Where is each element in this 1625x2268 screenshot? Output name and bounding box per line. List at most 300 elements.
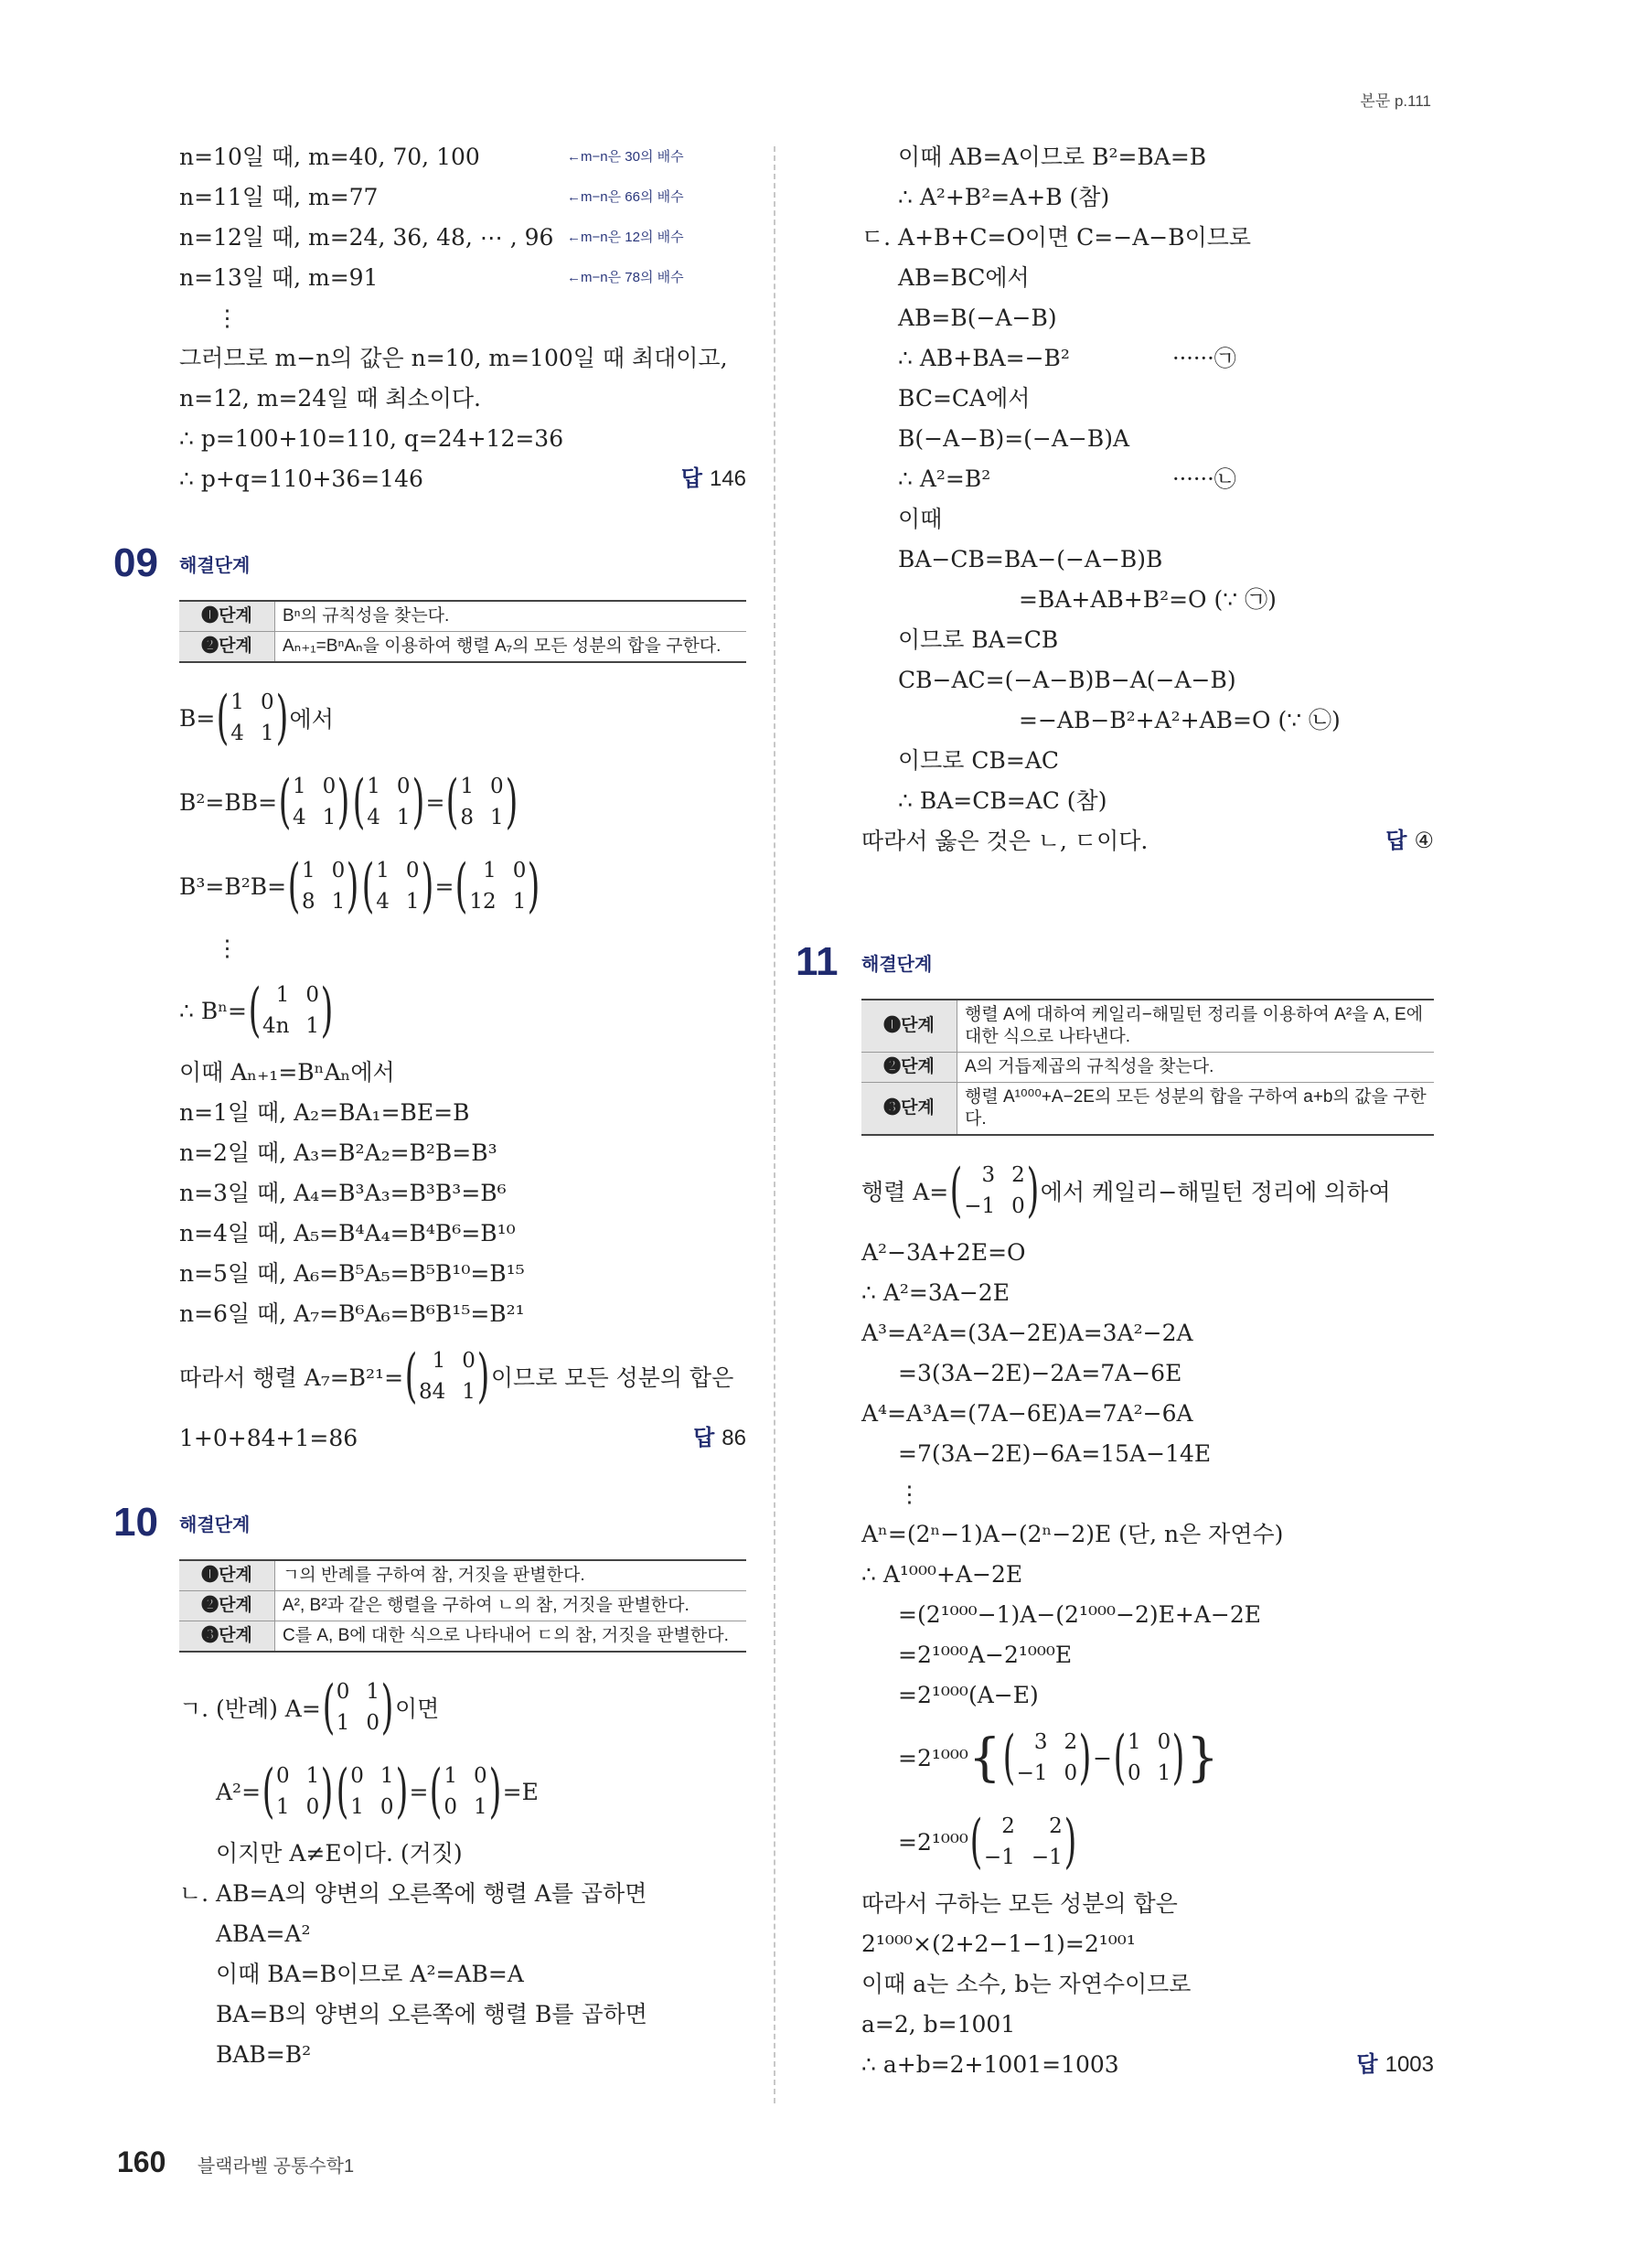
text-line	[861, 2045, 1434, 2085]
left-column	[113, 137, 746, 2075]
matrix-entry: 1	[293, 775, 306, 798]
matrix	[321, 1674, 395, 1741]
math-text: =	[409, 1778, 429, 1805]
paren-right: )	[337, 768, 350, 836]
text-line-content: ⋮	[898, 1481, 921, 1507]
text-line-content: 이때 BA=B이므로 A²=AB=A	[216, 1961, 524, 1987]
paren-right: )	[320, 977, 334, 1044]
text-line	[179, 1294, 746, 1334]
matrix-cells	[964, 1160, 1025, 1222]
text-line-content: ㄴ. AB=A의 양변의 오른쪽에 행렬 A를 곱하면	[179, 1880, 647, 1907]
step-text: Bⁿ의 규칙성을 찾는다.	[275, 601, 747, 632]
matrix-cells	[302, 855, 345, 917]
matrix-entry: 1	[483, 859, 497, 883]
text-line	[861, 218, 1434, 258]
matrix-entry: 1	[305, 1014, 320, 1038]
matrix-entry: 0	[512, 859, 527, 883]
text-line	[861, 1675, 1434, 1716]
answer	[1385, 821, 1434, 861]
text-line	[861, 177, 1434, 218]
matrix	[1001, 1724, 1093, 1792]
text-line	[179, 1995, 746, 2035]
text-line	[861, 338, 1434, 379]
matrix-cells	[276, 1760, 319, 1823]
matrix-entry: 1	[331, 890, 346, 914]
matrix-entry: 1	[275, 983, 290, 1007]
text-line	[861, 499, 1434, 540]
math-line	[179, 760, 746, 844]
matrix	[335, 1760, 409, 1823]
step-label: ❶단계	[861, 1000, 957, 1053]
paren-right: )	[395, 1758, 408, 1825]
text-line-content: n=2일 때, A₃=B²A₂=B²B=B³	[179, 1139, 497, 1166]
step-text: ㄱ의 반례를 구하여 참, 거짓을 판별한다.	[275, 1560, 747, 1591]
matrix-entry: 0	[490, 775, 504, 798]
text-line-content: ∴ A²=B²	[898, 465, 991, 492]
answer-label: 답	[1356, 2052, 1378, 2077]
math-line	[179, 1665, 746, 1749]
book-title: 블랙라벨 공통수학1	[197, 2156, 355, 2177]
matrix-entry: 0	[405, 859, 420, 883]
text-line	[861, 298, 1434, 338]
text-line-content: Aⁿ=(2ⁿ−1)A−(2ⁿ−2)E (단, n은 자연수)	[861, 1521, 1284, 1547]
text-line-content: =BA+AB+B²=O (∵ ㉠)	[1019, 586, 1277, 613]
math-text: B²=BB=	[179, 788, 278, 816]
text-line	[861, 580, 1434, 620]
paren-left: (	[216, 684, 230, 752]
matrix-entry: 0	[1064, 1761, 1078, 1785]
paren-right: )	[1078, 1724, 1092, 1792]
paren-right: )	[346, 852, 359, 920]
matrix-entry: 0	[474, 1764, 487, 1788]
matrix	[215, 684, 289, 752]
text-line	[861, 1394, 1434, 1434]
step-text: A의 거듭제곱의 규칙성을 찾는다.	[957, 1053, 1435, 1083]
matrix-entry: 1	[460, 775, 475, 798]
text-line-content: BAB=B²	[216, 2041, 312, 2068]
text-line	[861, 137, 1434, 177]
matrix-entry: 2	[1064, 1730, 1078, 1754]
text-line	[179, 1254, 746, 1294]
matrix-entry: 0	[260, 690, 274, 714]
matrix-cells	[469, 855, 526, 917]
matrix	[968, 1808, 1078, 1876]
matrix-entry: 4	[230, 722, 244, 745]
matrix-cells	[293, 771, 336, 833]
matrix-entry: 0	[462, 1349, 476, 1373]
text-line	[861, 1514, 1434, 1555]
matrix-entry: 0	[331, 859, 346, 883]
matrix-entry: 1	[336, 1711, 350, 1735]
brace-close: }	[1186, 1728, 1219, 1788]
matrix-entry: 1	[230, 690, 244, 714]
math-text: 에서 케일리−해밀턴 정리에 의하여	[1040, 1179, 1391, 1205]
matrix-entry: 1	[322, 806, 337, 829]
matrix-entry: 0	[444, 1795, 458, 1819]
text-line-content: =2¹⁰⁰⁰A−2¹⁰⁰⁰E	[898, 1642, 1073, 1668]
step-text: A², B²과 같은 행렬을 구하여 ㄴ의 참, 거짓을 판별한다.	[275, 1591, 747, 1621]
text-line-content: 이때 a는 소수, b는 자연수이므로	[861, 1971, 1192, 1997]
math-text: =	[434, 872, 454, 900]
math-line	[179, 968, 746, 1053]
steps-table	[179, 1559, 746, 1653]
math-line	[179, 844, 746, 928]
paren-left: (	[1002, 1724, 1015, 1792]
math-line	[861, 1716, 1434, 1800]
matrix-entry: 0	[336, 1680, 350, 1704]
text-line	[861, 1964, 1434, 2005]
problem-number: 11	[796, 939, 839, 984]
text-line	[861, 1434, 1434, 1474]
paren-left: (	[322, 1674, 336, 1741]
step-row	[179, 601, 746, 632]
paren-right: )	[1171, 1724, 1185, 1792]
paren-right: )	[421, 852, 433, 920]
text-line-content: n=3일 때, A₄=B³A₃=B³B³=B⁶	[179, 1180, 507, 1206]
matrix-entry: 1	[350, 1795, 364, 1819]
text-line-content: ABA=A²	[216, 1920, 311, 1947]
step-label: ❷단계	[861, 1053, 957, 1083]
column-divider	[774, 146, 775, 2103]
paren-left: (	[262, 1758, 275, 1825]
text-line-content: B(−A−B)=(−A−B)A	[898, 425, 1130, 452]
math-text: ∴ Bⁿ=	[179, 997, 247, 1024]
text-line-content: 이므로 BA=CB	[898, 626, 1059, 653]
paren-left: (	[336, 1758, 349, 1825]
matrix-entry: 0	[305, 1795, 320, 1819]
matrix-entry: 1	[462, 1380, 476, 1404]
text-line-content: =2¹⁰⁰⁰(A−E)	[898, 1682, 1039, 1708]
margin-note: ←m−n은 66의 배수	[567, 189, 684, 205]
answer	[681, 459, 746, 499]
text-line-content: A²−3A+2E=O	[861, 1239, 1026, 1266]
text-line-content: 따라서 옳은 것은 ㄴ, ㄷ이다.	[861, 828, 1149, 854]
text-line-content: =7(3A−2E)−6A=15A−14E	[898, 1440, 1212, 1467]
paren-left: (	[361, 852, 375, 920]
matrix-entry: 8	[302, 890, 315, 914]
matrix-cells	[1017, 1727, 1078, 1789]
math-line	[179, 1749, 746, 1834]
text-line	[179, 1173, 746, 1214]
step-row	[861, 1000, 1434, 1053]
matrix-entry: 4	[376, 890, 390, 914]
paren-right: )	[476, 1343, 490, 1410]
math-text: =E	[502, 1778, 539, 1805]
step-label: ❶단계	[179, 601, 275, 632]
text-line-content: a=2, b=1001	[861, 2011, 1016, 2038]
text-line-content: BA−CB=BA−(−A−B)B	[898, 546, 1163, 572]
text-line-content: 이므로 CB=AC	[898, 747, 1060, 774]
text-line	[861, 419, 1434, 459]
text-line-content: A³=A²A=(3A−2E)A=3A²−2A	[861, 1320, 1193, 1346]
matrix-entry: 3	[1033, 1730, 1048, 1754]
matrix-entry: 1	[276, 1795, 290, 1819]
answer-value: 86	[722, 1426, 746, 1450]
text-line	[861, 1273, 1434, 1313]
text-line	[861, 1233, 1434, 1273]
matrix	[1112, 1724, 1186, 1792]
paren-right: )	[1064, 1808, 1077, 1876]
problem-number: 09	[113, 540, 158, 585]
matrix-entry: 4	[293, 806, 306, 829]
paren-right: )	[505, 768, 519, 836]
text-line	[179, 137, 746, 177]
answer-label: 답	[1385, 829, 1407, 853]
paren-left: (	[455, 852, 468, 920]
matrix-entry: 4n	[262, 1014, 290, 1038]
matrix-entry: 0	[396, 775, 411, 798]
matrix-cells	[350, 1760, 393, 1823]
text-line	[179, 1133, 746, 1173]
paren-left: (	[287, 852, 301, 920]
matrix-entry: 0	[322, 775, 337, 798]
section-header	[113, 536, 746, 591]
step-label: ❷단계	[179, 1591, 275, 1621]
matrix	[351, 768, 425, 836]
text-line-content: ∴ p+q=110+36=146	[179, 465, 423, 492]
text-line	[861, 2005, 1434, 2045]
paren-right: )	[488, 1758, 502, 1825]
matrix-entry: 8	[460, 806, 475, 829]
paren-left: (	[430, 1758, 443, 1825]
paren-right: )	[412, 768, 424, 836]
step-row	[179, 632, 746, 663]
text-line	[861, 660, 1434, 701]
matrix-entry: 1	[1157, 1761, 1171, 1785]
text-line-content: ∴ a+b=2+1001=1003	[861, 2051, 1119, 2078]
matrix-entry: 0	[380, 1795, 394, 1819]
right-column	[796, 137, 1434, 2085]
page-reference: 본문 p.111	[1360, 92, 1431, 110]
math-line	[179, 676, 746, 760]
text-line	[179, 1418, 746, 1459]
text-line	[179, 1914, 746, 1954]
text-line	[861, 741, 1434, 781]
matrix-entry: −1	[1016, 1761, 1048, 1785]
text-line	[861, 1924, 1434, 1964]
equation-reference: ······㉠	[1172, 346, 1236, 371]
math-text: B³=B²B=	[179, 872, 287, 900]
answer-value: 1003	[1384, 2052, 1434, 2077]
text-line	[861, 1635, 1434, 1675]
step-text: 행렬 A에 대하여 케일리−해밀턴 정리를 이용하여 A²을 A, E에 대한 식으로 나타낸다.	[957, 1000, 1435, 1053]
matrix-entry: 1	[376, 859, 390, 883]
margin-note: ←m−n은 30의 배수	[567, 149, 684, 165]
paren-right: )	[320, 1758, 334, 1825]
answer-label: 답	[693, 1426, 715, 1450]
text-line-content: 1+0+84+1=86	[179, 1425, 358, 1451]
text-line-content: n=4일 때, A₅=B⁴A₄=B⁴B⁶=B¹⁰	[179, 1220, 516, 1246]
matrix	[948, 1157, 1040, 1225]
matrix	[360, 852, 434, 920]
matrix-cells	[460, 771, 503, 833]
text-line-content: =3(3A−2E)−2A=7A−6E	[898, 1360, 1182, 1386]
text-line-content: 이때 AB=A이므로 B²=BA=B	[898, 144, 1207, 170]
matrix-entry: 0	[350, 1764, 364, 1788]
matrix-entry: 1	[367, 775, 380, 798]
math-text: 이므로 모든 성분의 합은	[490, 1364, 734, 1391]
paren-left: (	[969, 1808, 983, 1876]
matrix-entry: 1	[490, 806, 504, 829]
text-line	[179, 1954, 746, 1995]
matrix-entry: 4	[367, 806, 380, 829]
step-row	[179, 1591, 746, 1621]
matrix-entry: 2	[1049, 1814, 1063, 1838]
math-text: 행렬 A=	[861, 1179, 949, 1205]
matrix-entry: 1	[474, 1795, 487, 1819]
matrix	[277, 768, 351, 836]
math-line	[179, 1334, 746, 1418]
text-line	[179, 1053, 746, 1093]
matrix	[403, 1343, 491, 1410]
brace-open: {	[968, 1728, 1001, 1788]
text-line: ∴ p=100+10=110, q=24+12=36	[179, 425, 564, 452]
text-line-content: 따라서 구하는 모든 성분의 합은	[861, 1890, 1178, 1917]
text-line-content: n=12일 때, m=24, 36, 48, ⋯ , 96	[179, 224, 554, 251]
math-text: B=	[179, 704, 216, 732]
text-line-content: n=6일 때, A₇=B⁶A₆=B⁶B¹⁵=B²¹	[179, 1300, 525, 1327]
matrix-entry: 1	[305, 1764, 320, 1788]
matrix-entry: 1	[1128, 1730, 1141, 1754]
matrix-entry: 1	[366, 1680, 380, 1704]
matrix-cells	[337, 1676, 380, 1738]
math-text: 이면	[395, 1696, 440, 1722]
text-line-content: ∴ A¹⁰⁰⁰+A−2E	[861, 1561, 1023, 1588]
math-text: −	[1093, 1744, 1113, 1771]
math-text: 에서	[289, 706, 334, 733]
text-line	[179, 218, 746, 258]
paren-left: (	[352, 768, 366, 836]
text-line-content: AB=BC에서	[898, 264, 1030, 291]
answer-label: 답	[680, 466, 702, 491]
text-line: 이지만 A≠E이다. (거짓)	[216, 1840, 463, 1867]
step-text: Aₙ₊₁=BⁿAₙ을 이용하여 행렬 A₇의 모든 성분의 합을 구한다.	[275, 632, 747, 663]
math-text: =	[425, 788, 445, 816]
matrix-cells	[262, 979, 319, 1042]
math-line	[861, 1800, 1434, 1884]
step-row	[179, 1621, 746, 1653]
section-label: 해결단계	[179, 555, 251, 576]
text-line	[179, 459, 746, 499]
math-text: =2¹⁰⁰⁰	[898, 1744, 968, 1771]
math-line	[861, 1149, 1434, 1233]
text-line-content: n=10일 때, m=40, 70, 100	[179, 144, 480, 170]
text-line-content: n=5일 때, A₆=B⁵A₅=B⁵B¹⁰=B¹⁵	[179, 1260, 525, 1287]
paren-left: (	[949, 1157, 963, 1225]
section-header	[796, 935, 1434, 990]
matrix-cells	[444, 1760, 486, 1823]
steps-table	[179, 600, 746, 663]
text-line-content: =−AB−B²+A²+AB=O (∵ ㉡)	[1019, 707, 1341, 733]
text-line	[861, 1474, 1434, 1514]
text-line	[179, 2035, 746, 2075]
answer	[693, 1418, 746, 1459]
matrix-cells	[419, 1345, 476, 1407]
matrix	[428, 1760, 502, 1823]
text-line	[861, 781, 1434, 821]
matrix-entry: 12	[469, 890, 497, 914]
steps-table	[861, 999, 1434, 1136]
text-line	[861, 459, 1434, 499]
text-line	[861, 1884, 1434, 1924]
text-line	[861, 1353, 1434, 1394]
matrix-entry: 3	[981, 1163, 996, 1187]
text-line-content: A⁴=A³A=(7A−6E)A=7A²−6A	[861, 1400, 1193, 1427]
matrix-entry: 0	[305, 983, 320, 1007]
text-line-content: ∴ A²+B²=A+B (참)	[898, 184, 1110, 210]
matrix-entry: 0	[1157, 1730, 1171, 1754]
step-row	[861, 1053, 1434, 1083]
matrix-entry: 0	[276, 1764, 290, 1788]
text-line	[179, 1874, 746, 1914]
text-line	[861, 620, 1434, 660]
paren-left: (	[278, 768, 292, 836]
matrix-entry: 1	[512, 890, 527, 914]
matrix-entry: 1	[380, 1764, 394, 1788]
paren-right: )	[1026, 1157, 1040, 1225]
text-line-content: n=1일 때, A₂=BA₁=BE=B	[179, 1099, 470, 1126]
paren-right: )	[527, 852, 540, 920]
step-row	[179, 1560, 746, 1591]
paren-left: (	[404, 1343, 418, 1410]
text-line	[861, 540, 1434, 580]
math-text: ㄱ. (반례) A=	[179, 1696, 321, 1722]
math-text: =2¹⁰⁰⁰	[898, 1828, 968, 1856]
text-line-content: BC=CA에서	[898, 385, 1031, 412]
step-label: ❸단계	[179, 1621, 275, 1653]
text-line-content: 2¹⁰⁰⁰×(2+2−1−1)=2¹⁰⁰¹	[861, 1931, 1136, 1957]
text-line: 그러므로 m−n의 값은 n=10, m=100일 때 최대이고,	[179, 345, 728, 371]
paren-left: (	[248, 977, 262, 1044]
matrix-cells	[367, 771, 410, 833]
text-line: n=12, m=24일 때 최소이다.	[179, 385, 481, 412]
text-line	[179, 1093, 746, 1133]
step-label: ❷단계	[179, 632, 275, 663]
matrix-entry: 0	[1011, 1194, 1025, 1218]
matrix	[454, 852, 541, 920]
vdots: ⋮	[216, 305, 239, 331]
matrix	[444, 768, 519, 836]
text-line	[179, 1214, 746, 1254]
step-row	[861, 1083, 1434, 1136]
matrix-entry: 0	[1128, 1761, 1141, 1785]
matrix-entry: 1	[405, 890, 420, 914]
text-line	[861, 1595, 1434, 1635]
text-line-content: =(2¹⁰⁰⁰−1)A−(2¹⁰⁰⁰−2)E+A−2E	[898, 1601, 1262, 1628]
answer-value: ④	[1414, 829, 1434, 853]
margin-note: ←m−n은 78의 배수	[567, 270, 684, 285]
section-label: 해결단계	[179, 1514, 251, 1535]
matrix-cells	[1128, 1727, 1171, 1789]
matrix-entry: −1	[983, 1845, 1015, 1869]
answer	[1356, 2045, 1434, 2085]
section-label: 해결단계	[861, 954, 933, 975]
matrix	[286, 852, 360, 920]
text-line-content: 이때	[898, 506, 943, 532]
page-footer	[117, 2145, 354, 2179]
problem-number: 10	[113, 1500, 158, 1545]
matrix-entry: 2	[1011, 1163, 1025, 1187]
matrix	[247, 979, 335, 1042]
text-line-content: n=11일 때, m=77	[179, 184, 379, 210]
matrix-entry: 2	[1001, 1814, 1015, 1838]
matrix-cells	[230, 687, 273, 749]
text-line-content: ∴ AB+BA=−B²	[898, 345, 1070, 371]
text-line-content: ∴ BA=CB=AC (참)	[898, 787, 1107, 814]
paren-right: )	[275, 684, 288, 752]
text-line	[861, 379, 1434, 419]
matrix-entry: −1	[964, 1194, 996, 1218]
